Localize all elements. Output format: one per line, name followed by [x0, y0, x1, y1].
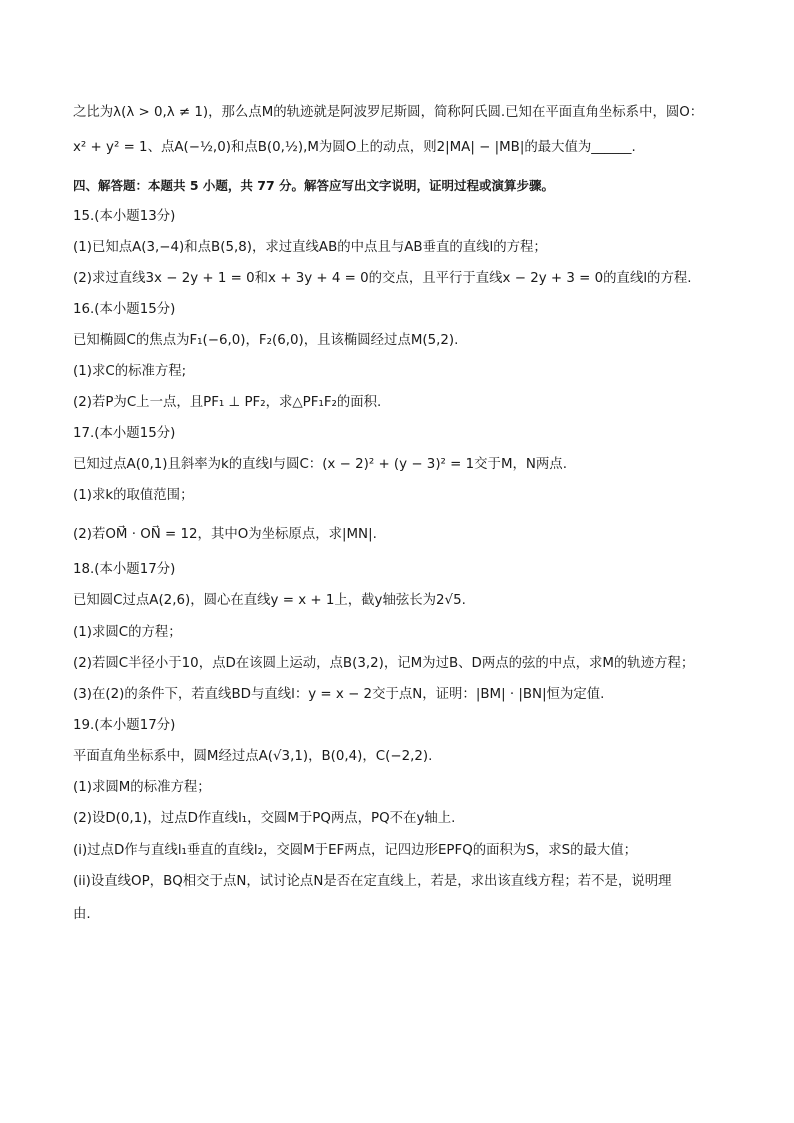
question-16-header: 16.(本小题15分) — [73, 302, 176, 317]
question-19-stem: 平面直角坐标系中，圆M经过点A(√3,1)，B(0,4)，C(−2,2). — [73, 749, 433, 764]
question-15-part-2: (2)求过直线3x − 2y + 1 = 0和x + 3y + 4 = 0的交点，且平行于直线x − 2y + 3 = 0的直线l的方程. — [73, 271, 692, 286]
text-line-question-14-blank: x² + y² = 1、点A(−½,0)和点B(0,½),M为圆O上的动点，则2|MA| − |MB|的最大值为______. — [73, 140, 636, 155]
question-19-part-2-ii-continued: 由. — [73, 907, 91, 922]
question-16-part-2: (2)若P为C上一点，且PF₁ ⊥ PF₂，求△PF₁F₂的面积. — [73, 395, 382, 410]
question-17-part-1: (1)求k的取值范围； — [73, 488, 194, 503]
question-19-part-2-i: (i)过点D作与直线l₁垂直的直线l₂，交圆M于EF两点，记四边形EPFQ的面积为S，求S的最大值； — [73, 843, 638, 858]
question-19-part-1: (1)求圆M的标准方程； — [73, 780, 211, 795]
question-17-header: 17.(本小题15分) — [73, 426, 176, 441]
question-16-stem: 已知椭圆C的焦点为F₁(−6,0)，F₂(6,0)，且该椭圆经过点M(5,2). — [73, 333, 459, 348]
question-18-stem: 已知圆C过点A(2,6)，圆心在直线y = x + 1上，截y轴弦长为2√5. — [73, 593, 466, 608]
question-18-part-2: (2)若圆C半径小于10，点D在该圆上运动，点B(3,2)，记M为过B、D两点的弦的中点，求M的轨迹方程； — [73, 656, 695, 671]
question-17-stem: 已知过点A(0,1)且斜率为k的直线l与圆C：(x − 2)² + (y − 3)² = 1交于M，N两点. — [73, 457, 567, 472]
question-15-part-1: (1)已知点A(3,−4)和点B(5,8)，求过直线AB的中点且与AB垂直的直线l的方程； — [73, 240, 547, 255]
question-19-part-2-ii: (ii)设直线OP，BQ相交于点N，试讨论点N是否在定直线上，若是，求出该直线方程；若不是，说明理 — [73, 874, 672, 889]
question-16-part-1: (1)求C的标准方程; — [73, 364, 187, 379]
question-18-header: 18.(本小题17分) — [73, 562, 176, 577]
section-heading-solutions: 四、解答题：本题共 5 小题，共 77 分。解答应写出文字说明，证明过程或演算步骤。 — [73, 178, 555, 193]
question-19-part-2: (2)设D(0,1)，过点D作直线l₁，交圆M于PQ两点，PQ不在y轴上. — [73, 811, 456, 826]
question-18-part-3: (3)在(2)的条件下，若直线BD与直线l：y = x − 2交于点N，证明：|BM| · |BN|恒为定值. — [73, 687, 605, 702]
question-15-header: 15.(本小题13分) — [73, 209, 176, 224]
question-17-part-2: (2)若OM⃗ · ON⃗ = 12，其中O为坐标原点，求|MN|. — [73, 527, 377, 542]
question-19-header: 19.(本小题17分) — [73, 718, 176, 733]
question-18-part-1: (1)求圆C的方程； — [73, 625, 182, 640]
text-line-apollonius-intro: 之比为λ(λ > 0,λ ≠ 1)，那么点M的轨迹就是阿波罗尼斯圆，简称阿氏圆.已知在平面直角坐标系中，圆O： — [73, 105, 704, 120]
